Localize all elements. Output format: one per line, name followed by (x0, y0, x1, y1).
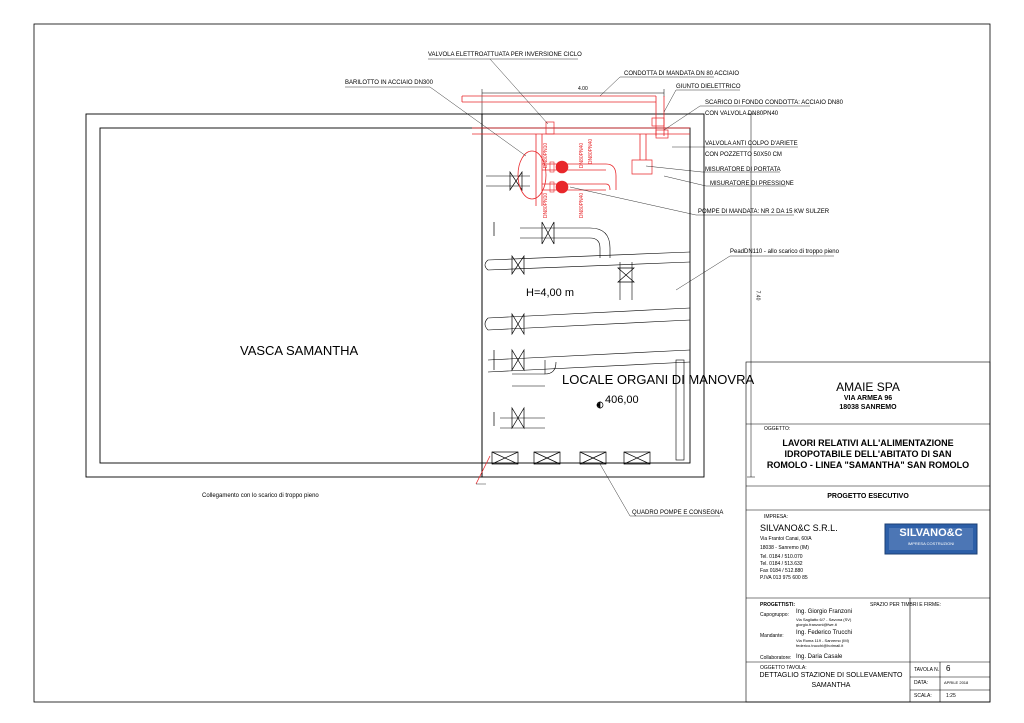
tb-oggetto-tavola-2: SAMANTHA (811, 682, 851, 689)
tb-tavola-label: TAVOLA N. (914, 667, 940, 673)
tb-oggetto-tavola-1: DETTAGLIO STAZIONE DI SOLLEVAMENTO (759, 672, 903, 679)
dn-label-c: DN80PN40 (588, 138, 595, 165)
tb-progettisti-label: PROGETTISTI: (760, 602, 795, 608)
tb-scala-value: 1:25 (946, 693, 956, 699)
area-height: H=4,00 m (526, 287, 574, 299)
label-pead: PeadDN110 - allo scarico di troppo pieno (730, 249, 839, 255)
tb-address-1: VIA ARMEA 96 (843, 395, 893, 402)
valve-symbols (494, 172, 634, 428)
tb-tel1: Tel. 0184 / 510.070 (760, 554, 803, 560)
tb-tavola-value: 6 (946, 664, 951, 673)
tb-oggetto-2: IDROPOTABILE DELL'ABITATO DI SAN (784, 449, 952, 459)
tb-oggetto-label: OGGETTO: (764, 426, 791, 432)
tb-data-label: DATA: (914, 680, 928, 686)
pumps (550, 161, 568, 193)
red-pipes (462, 96, 690, 484)
area-locale: LOCALE ORGANI DI MANOVRA (562, 372, 755, 387)
elevation-value: 406,00 (605, 394, 639, 406)
label-valvola-elettro: VALVOLA ELETTROATTUATA PER INVERSIONE CICLO (428, 52, 582, 58)
label-quadro: QUADRO POMPE E CONSEGNA (632, 510, 724, 516)
tb-collab-name: Ing. Daria Casale (796, 654, 843, 660)
dimension-label-740: 7.40 (754, 290, 761, 301)
tb-capogruppo-addr: Via Sagliatto 6/7 - Savona (SV) (796, 617, 852, 622)
label-misuratore-pressione: MISURATORE DI PRESSIONE (710, 181, 794, 187)
label-barilotto: BARILOTTO IN ACCIAIO DN300 (345, 80, 433, 86)
label-condotta-mandata: CONDOTTA DI MANDATA DN 80 ACCIAIO (624, 71, 740, 77)
logo-sub: IMPRESA COSTRUZIONI (907, 541, 955, 546)
title-block (746, 362, 990, 702)
tb-mandante-name: Ing. Federico Trucchi (796, 630, 853, 636)
tb-oggetto-tavola-label: OGGETTO TAVOLA: (760, 665, 807, 671)
label-giunto: GIUNTO DIELETTRICO (676, 84, 741, 90)
label-scarico-fondo-2: CON VALVOLA DN80PN40 (705, 111, 779, 117)
tb-spazio-timbri: SPAZIO PER TIMBRI E FIRME: (870, 602, 941, 608)
tb-impresa-addr: Via Frantoi Canai, 60/A (760, 536, 812, 542)
dn-label-e: DN80PN40 (579, 192, 586, 219)
dimension-4m (482, 89, 664, 128)
tb-oggetto-3: ROMOLO - LINEA "SAMANTHA" SAN ROMOLO (766, 460, 970, 470)
tb-capogruppo-mail: giorgio.franzoni@fwe.it (796, 622, 837, 627)
label-colpo-ariete-1: VALVOLA ANTI COLPO D'ARIETE (705, 141, 798, 147)
tb-piva: P.IVA 013 975 600 85 (760, 575, 808, 581)
label-collegamento: Collegamento con lo scarico di troppo pieno (202, 493, 319, 499)
elevation-marker (597, 402, 603, 408)
tb-scala-label: SCALA: (914, 693, 932, 699)
quadro-boxes (492, 452, 650, 464)
label-pompe: POMPE DI MANDATA: NR 2 DA 15 KW SULZER (698, 209, 830, 215)
tb-data-value: APRILE 2018 (944, 680, 969, 685)
tb-collab-label: Collaboratore: (760, 655, 792, 661)
dimension-label-400: 4.00 (578, 86, 588, 92)
tb-oggetto-1: LAVORI RELATIVI ALL'ALIMENTAZIONE (782, 438, 954, 448)
tb-mandante-label: Mandante: (760, 633, 784, 639)
tb-impresa-city: 18038 - Sanremo (IM) (760, 545, 809, 551)
dn-label-d: DN80PN10 (543, 192, 550, 219)
internal-pipes (485, 176, 690, 460)
tb-fase: PROGETTO ESECUTIVO (827, 493, 909, 500)
tb-capogruppo-label: Capogruppo: (760, 612, 789, 618)
label-scarico-fondo-1: SCARICO DI FONDO CONDOTTA: ACCIAIO DN80 (705, 100, 843, 106)
tb-capogruppo-name: Ing. Giorgio Franzoni (796, 609, 853, 615)
tb-company: AMAIE SPA (836, 380, 900, 394)
tb-tel2: Tel. 0184 / 513.632 (760, 561, 803, 567)
vasca-walls (86, 114, 482, 477)
dn-label-a: DN80PN10 (543, 142, 550, 169)
tb-mandante-addr: Via Roma 119 - Sanremo (IM) (796, 638, 849, 643)
tb-impresa-label: IMPRESA: (764, 514, 788, 520)
tb-fax: Fax 0184 / 512.880 (760, 568, 804, 574)
label-colpo-ariete-2: CON POZZETTO 50X50 CM (705, 152, 782, 158)
logo-text: SILVANO&C (899, 527, 963, 539)
tb-address-2: 18038 SANREMO (839, 404, 897, 411)
dn-label-b: DN80PN40 (579, 142, 586, 169)
label-misuratore-portata: MISURATORE DI PORTATA (705, 167, 781, 173)
area-vasca: VASCA SAMANTHA (240, 343, 359, 358)
tb-impresa-name: SILVANO&C S.R.L. (760, 523, 838, 533)
tb-mandante-mail: federico.trucchi@hotmail.it (796, 643, 844, 648)
